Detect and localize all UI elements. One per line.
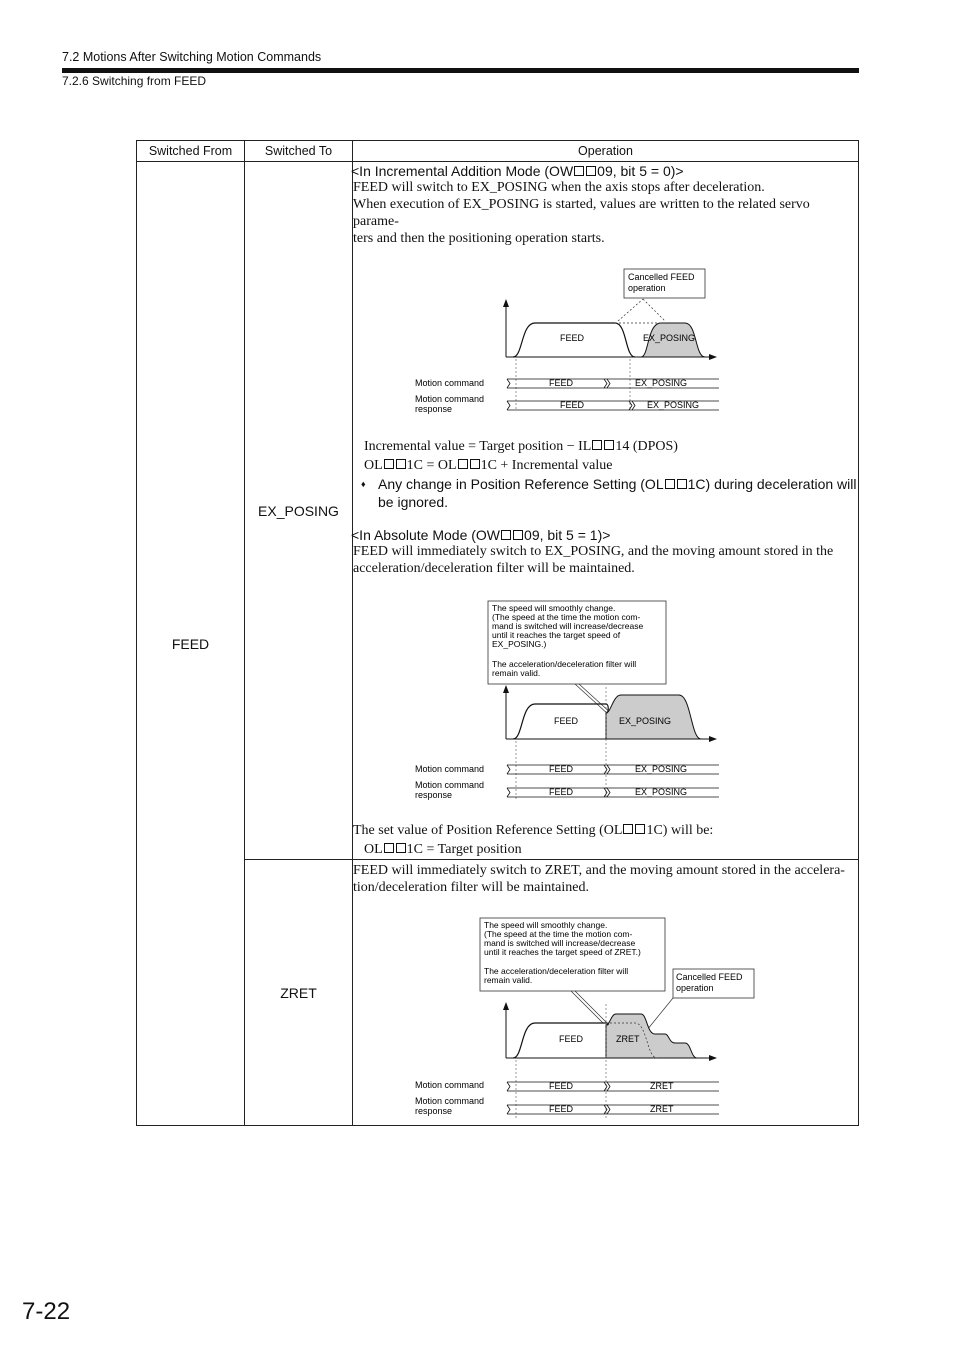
callout-text: remain valid. xyxy=(492,668,541,678)
incremental-heading: <In Incremental Addition Mode (OW 09, bit 5 = 0)> xyxy=(351,163,684,179)
callout-text: remain valid. xyxy=(484,975,533,985)
timing-feed: FEED xyxy=(549,787,574,797)
y-axis-arrow xyxy=(503,299,509,307)
timing-ex-posing: EX_POSING xyxy=(635,787,688,797)
y-axis-arrow xyxy=(503,685,509,693)
row-label-response: response xyxy=(415,404,453,414)
operation-zret xyxy=(353,860,859,1126)
row-label-response: Motion command xyxy=(415,780,485,790)
page-number: 7-22 xyxy=(22,1298,71,1325)
callout-text: (The speed at the time the motion com- xyxy=(484,929,633,939)
x-axis-arrow xyxy=(709,736,717,742)
switching-table xyxy=(136,140,859,1126)
absolute-line2: acceleration/deceleration filter will be maintained. xyxy=(353,561,635,576)
callout-text: (The speed at the time the motion com- xyxy=(492,612,641,622)
callout-text: Cancelled FEED xyxy=(628,272,695,282)
formula-incremental: Incremental value = Target position − IL 14 (DPOS) xyxy=(364,439,678,454)
subsection-header: 7.2.6 Switching from FEED xyxy=(62,74,207,88)
note-bullet: ♦ Any change in Position Reference Setting (OL 1C) during deceleration will be ignored. xyxy=(361,476,857,510)
timing-feed: FEED xyxy=(549,1104,574,1114)
diagram-incremental xyxy=(403,261,783,431)
timing-ex-posing: EX_POSING xyxy=(635,378,688,388)
timing-feed: FEED xyxy=(549,1081,574,1091)
set-value-formula: OL 1C = Target position xyxy=(364,842,522,857)
x-axis-arrow xyxy=(709,1055,717,1061)
callout-lines xyxy=(484,920,641,985)
timing-feed: FEED xyxy=(560,400,585,410)
zret-line2: tion/deceleration filter will be maintained. xyxy=(353,880,589,895)
callout-text: EX_POSING.) xyxy=(492,639,547,649)
callout-leader xyxy=(575,684,609,715)
callout-text: Cancelled FEED xyxy=(676,972,743,982)
callout-text: operation xyxy=(676,983,714,993)
callout-leader xyxy=(643,299,665,321)
incremental-line1: FEED will switch to EX_POSING when the axis stops after deceleration. xyxy=(353,180,765,195)
ex-posing-label: EX_POSING xyxy=(619,716,672,726)
y-axis-arrow xyxy=(503,1002,509,1010)
row-label-motion-command: Motion command xyxy=(415,378,485,388)
ex-posing-label: EX_POSING xyxy=(643,333,696,343)
timing-zret: ZRET xyxy=(650,1081,674,1091)
callout-text: mand is switched will increase/decrease xyxy=(492,621,644,631)
callout-text: The speed will smoothly change. xyxy=(492,603,616,613)
callout-leader xyxy=(647,998,673,1030)
header-rule xyxy=(62,68,859,73)
absolute-heading: <In Absolute Mode (OW 09, bit 5 = 1)> xyxy=(351,527,611,543)
timing-ex-posing: EX_POSING xyxy=(647,400,700,410)
callout-leader xyxy=(575,991,607,1023)
zret-label: ZRET xyxy=(616,1034,640,1044)
diagram-zret xyxy=(403,910,803,1125)
callout-text: The acceleration/deceleration filter will xyxy=(484,966,629,976)
timing-feed: FEED xyxy=(549,378,574,388)
switched-to-ex-posing: EX_POSING xyxy=(245,162,353,860)
row-label-motion-command: Motion command xyxy=(415,764,485,774)
callout-text: operation xyxy=(628,283,666,293)
absolute-line1: FEED will immediately switch to EX_POSING, and the moving amount stored in the xyxy=(353,544,834,559)
col-header-operation: Operation xyxy=(353,141,859,162)
formula-ol1c: OL 1C = OL 1C + Incremental value xyxy=(364,458,613,473)
col-header-from: Switched From xyxy=(137,141,245,162)
callout-text: The acceleration/deceleration filter will xyxy=(492,659,637,669)
feed-label: FEED xyxy=(559,1034,584,1044)
feed-label: FEED xyxy=(560,333,585,343)
switched-to-zret: ZRET xyxy=(245,860,353,1126)
timing-feed: FEED xyxy=(549,764,574,774)
zret-line1: FEED will immediately switch to ZRET, and the moving amount stored in the accelera- xyxy=(353,863,845,878)
switched-from-cell: FEED xyxy=(137,162,245,1126)
incremental-line2: When execution of EX_POSING is started, values are written to the related servo parame- xyxy=(353,197,810,229)
callout-text: until it reaches the target speed of xyxy=(492,630,621,640)
row-label-response: Motion command xyxy=(415,394,485,404)
row-label-motion-command: Motion command xyxy=(415,1080,485,1090)
table-header-row xyxy=(137,141,859,162)
callout-text: The speed will smoothly change. xyxy=(484,920,608,930)
table-row xyxy=(137,162,859,860)
bullet-icon: ♦ xyxy=(361,479,366,489)
diagram-absolute xyxy=(403,591,783,811)
callout-text: mand is switched will increase/decrease xyxy=(484,938,636,948)
row-label-response: response xyxy=(415,790,453,800)
row-label-response: Motion command xyxy=(415,1096,485,1106)
incremental-line3: ters and then the positioning operation starts. xyxy=(353,231,605,246)
x-axis-arrow xyxy=(709,354,717,360)
section-header: 7.2 Motions After Switching Motion Commands xyxy=(62,50,322,64)
callout-leader xyxy=(571,991,603,1023)
timing-zret: ZRET xyxy=(650,1104,674,1114)
feed-label: FEED xyxy=(554,716,579,726)
callout-leader xyxy=(618,299,643,321)
timing-ex-posing: EX_POSING xyxy=(635,764,688,774)
operation-ex-posing xyxy=(353,162,859,860)
callout-text: until it reaches the target speed of ZRET.) xyxy=(484,947,641,957)
set-value-text: The set value of Position Reference Setting (OL 1C) will be: xyxy=(353,823,714,838)
row-label-response: response xyxy=(415,1106,453,1116)
table-row xyxy=(137,860,859,1126)
col-header-to: Switched To xyxy=(245,141,353,162)
